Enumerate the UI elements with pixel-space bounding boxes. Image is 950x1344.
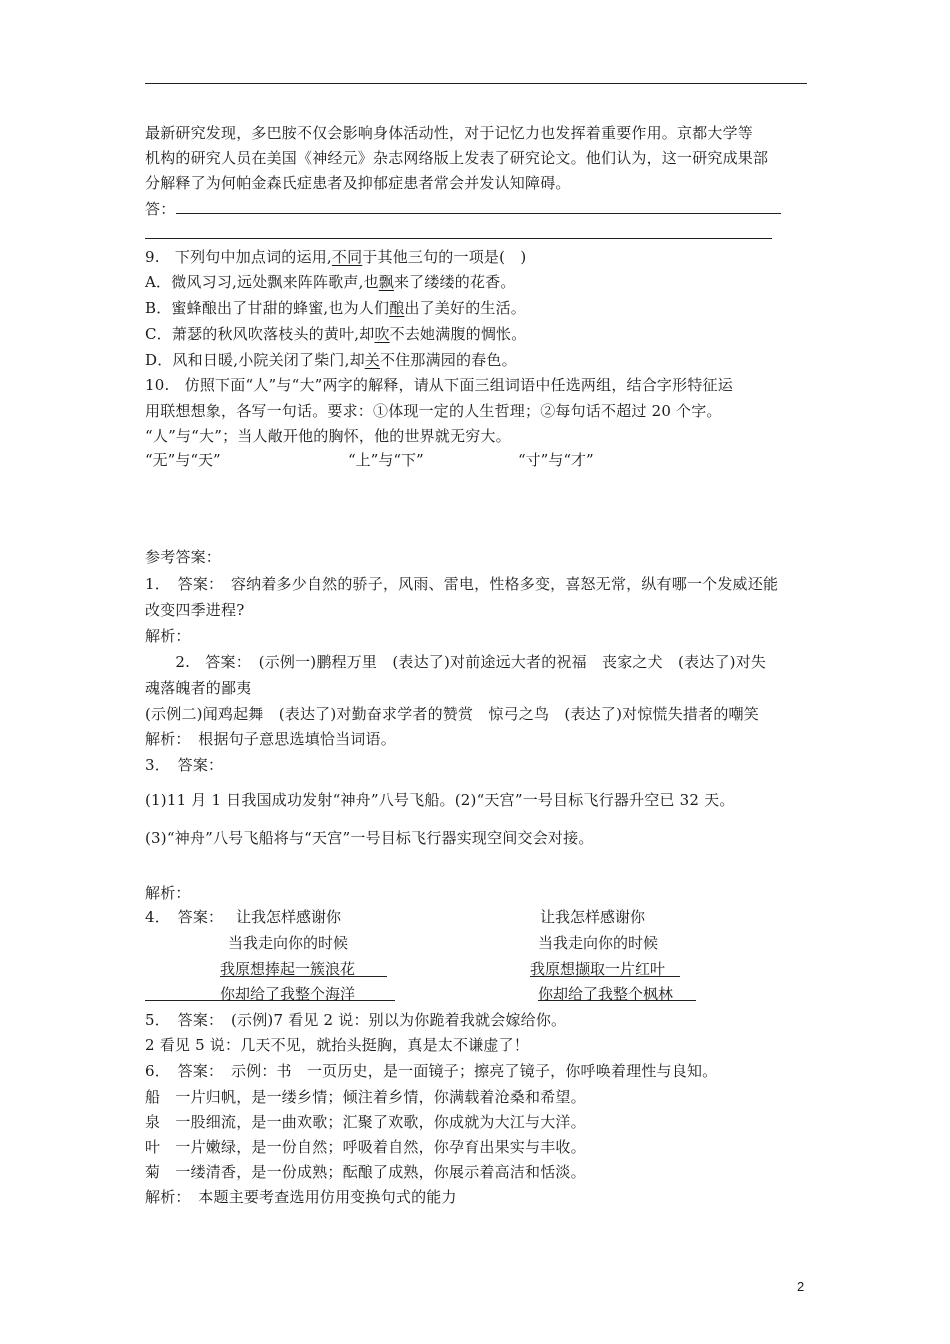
option-d: D．风和日暖,小院关闭了柴门,却关不住那满园的春色。 bbox=[145, 351, 517, 369]
poem-left-line: 让我怎样感谢你 bbox=[236, 908, 342, 926]
poem-left-line: 你却给了我整个海洋 bbox=[220, 985, 356, 1003]
answer-label: 答： bbox=[145, 200, 176, 218]
analysis-2: 解析： 根据句子意思选填恰当词语。 bbox=[145, 730, 396, 748]
poem-right-line: 我原想撷取一片红叶 bbox=[530, 960, 666, 978]
answer-3-head: 3． 答案： bbox=[145, 756, 224, 774]
passage-line: 机构的研究人员在美国《神经元》杂志网络版上发表了研究论文。他们认为，这一研究成果部 bbox=[145, 149, 769, 167]
header-rule bbox=[145, 83, 807, 84]
question-10-stem: 10. 仿照下面“人”与“大”两字的解释，请从下面三组词语中任选两组，结合字形特征运 bbox=[145, 376, 733, 394]
answer-blank-line bbox=[145, 238, 772, 239]
passage-line: 分解释了为何帕金森氏症患者及抑郁症患者常会并发认知障碍。 bbox=[145, 174, 571, 192]
answer-6: 船 一片归帆，是一缕乡情；倾注着乡情，你满载着沧桑和希望。 bbox=[145, 1088, 586, 1106]
answer-5: 5． 答案： (示例)7 看见 2 说：别以为你跪着我就会嫁给你。 bbox=[145, 1011, 567, 1029]
option-c: C．萧瑟的秋风吹落枝头的黄叶,却吹不去她满腹的惆怅。 bbox=[145, 325, 527, 343]
question-9-stem: 9. 下列句中加点词的运用,不同于其他三句的一项是( ) bbox=[145, 248, 527, 266]
answer-1: 1． 答案： 容纳着多少自然的骄子，风雨、雷电，性格多变，喜怒无常，纵有哪一个发威还能 bbox=[145, 575, 779, 593]
word-pair: “上”与“下” bbox=[348, 451, 424, 469]
answer-6: 6． 答案： 示例：书 一页历史，是一面镜子；擦亮了镜子，你呼唤着理性与良知。 bbox=[145, 1062, 718, 1080]
poem-left-line: 我原想捧起一簇浪花 bbox=[220, 960, 356, 978]
analysis-label: 解析： bbox=[145, 884, 191, 902]
passage-line: 最新研究发现，多巴胺不仅会影响身体活动性，对于记忆力也发挥着重要作用。京都大学等 bbox=[145, 124, 754, 142]
answer-blank-line bbox=[176, 213, 781, 214]
analysis-6: 解析： 本题主要考查选用仿用变换句式的能力 bbox=[145, 1188, 457, 1206]
question-10-stem: 用联想想象，各写一句话。要求：①体现一定的人生哲理；②每句话不超过 20 个字。 bbox=[145, 402, 722, 420]
answer-5: 2 看见 5 说：几天不见，就抬头挺胸，真是太不谦虚了！ bbox=[145, 1036, 529, 1054]
poem-right-line: 你却给了我整个枫林 bbox=[538, 985, 674, 1003]
question-10-example: “人”与“大”；当人敞开他的胸怀，他的世界就无穷大。 bbox=[145, 427, 511, 445]
poem-underline bbox=[538, 1000, 696, 1001]
answer-1: 改变四季进程? bbox=[145, 601, 245, 619]
poem-underline bbox=[145, 1000, 395, 1001]
poem-left-line: 当我走向你的时候 bbox=[228, 934, 349, 952]
poem-underline bbox=[530, 976, 680, 977]
poem-underline bbox=[220, 976, 387, 977]
page-number: 2 bbox=[797, 1279, 805, 1294]
answer-6: 泉 一股细流，是一曲欢歌；汇聚了欢歌，你成就为大江与大洋。 bbox=[145, 1113, 586, 1131]
answer-6: 叶 一片嫩绿，是一份自然；呼吸着自然，你孕育出果实与丰收。 bbox=[145, 1138, 586, 1156]
answers-heading: 参考答案： bbox=[145, 548, 222, 566]
option-b: B．蜜蜂酿出了甘甜的蜂蜜,也为人们酿出了美好的生活。 bbox=[145, 299, 527, 317]
option-a: A．微风习习,远处飘来阵阵歌声,也飘来了缕缕的花香。 bbox=[145, 273, 516, 291]
answer-4-head: 4． 答案： bbox=[145, 908, 224, 926]
answer-2: 2. 答案： (示例一)鹏程万里 (表达了)对前途远大者的祝福 丧家之犬 (表达了)对失 bbox=[145, 653, 767, 671]
word-pair: “寸”与“才” bbox=[518, 451, 594, 469]
answer-6: 菊 一缕清香，是一份成熟；酝酿了成熟，你展示着高洁和恬淡。 bbox=[145, 1163, 586, 1181]
answer-3: (3)“神舟”八号飞船将与“天宫”一号目标飞行器实现空间交会对接。 bbox=[145, 829, 594, 847]
analysis-label: 解析： bbox=[145, 627, 191, 645]
answer-2: (示例二)闻鸡起舞 (表达了)对勤奋求学者的赞赏 惊弓之鸟 (表达了)对惊慌失措者的嘲笑 bbox=[145, 705, 759, 723]
word-pair: “无”与“天” bbox=[145, 451, 221, 469]
answer-3: (1)11 月 1 日我国成功发射“神舟”八号飞船。(2)“天宫”一号目标飞行器升空已 32 天。 bbox=[145, 791, 735, 809]
poem-right-line: 当我走向你的时候 bbox=[538, 934, 659, 952]
answer-2: 魂落魄者的鄙夷 bbox=[145, 679, 252, 697]
poem-right-line: 让我怎样感谢你 bbox=[540, 908, 646, 926]
